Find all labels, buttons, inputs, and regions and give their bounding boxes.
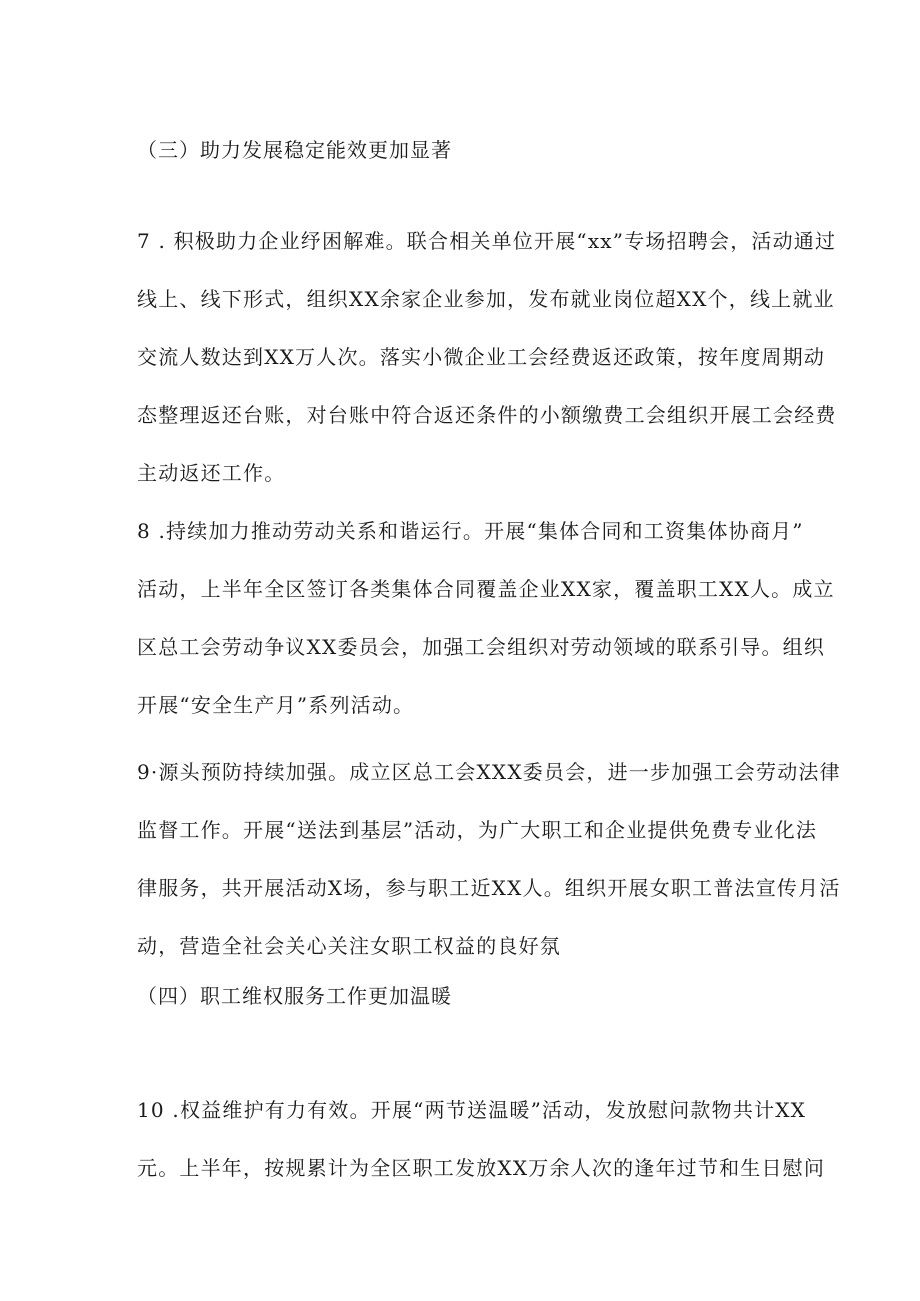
paragraph-line: 态整理返还台账，对台账中符合返还条件的小额缴费工会组织开展工会经费 <box>137 403 837 427</box>
paragraph-line: 区总工会劳动争议XX委员会，加强工会组织对劳动领域的联系引导。组织 <box>137 635 826 659</box>
paragraph-line: 9·源头预防持续加强。成立区总工会XXX委员会，进一步加强工会劳动法律 <box>137 760 841 784</box>
paragraph-line: 活动，上半年全区签订各类集体合同覆盖企业XX家，覆盖职工XX人。成立 <box>137 577 835 601</box>
paragraph-line: 交流人数达到XX万人次。落实小微企业工会经费返还政策，按年度周期动 <box>137 345 826 369</box>
paragraph-item-9 <box>137 743 841 975</box>
paragraph-item-10 <box>137 1081 826 1197</box>
section-heading-4: （四）职工维权服务工作更加温暖 <box>137 984 452 1008</box>
paragraph-line: 10 .权益维护有力有效。开展“两节送温暖”活动，发放慰问款物共计XX <box>137 1098 807 1122</box>
paragraph-line: 7 . 积极助力企业纾困解难。联合相关单位开展“xx”专场招聘会，活动通过 <box>137 229 837 253</box>
paragraph-line: 线上、线下形式，组织XX余家企业参加，发布就业岗位超XX个，线上就业 <box>137 287 835 311</box>
paragraph-line: 元。上半年，按规累计为全区职工发放XX万余人次的逢年过节和生日慰问 <box>137 1156 826 1180</box>
paragraph-item-7 <box>137 212 837 502</box>
paragraph-line: 动，营造全社会关心关注女职工权益的良好氛 <box>137 934 561 958</box>
paragraph-line: 主动返还工作。 <box>137 461 286 485</box>
paragraph-line: 8 .持续加力推动劳动关系和谐运行。开展“集体合同和工资集体协商月” <box>137 519 804 543</box>
section-heading-3: （三）助力发展稳定能效更加显著 <box>137 138 452 162</box>
paragraph-line: 律服务，共开展活动X场，参与职工近XX人。组织开展女职工普法宣传月活 <box>137 876 841 900</box>
paragraph-item-8 <box>137 502 835 734</box>
paragraph-line: 监督工作。开展“送法到基层”活动，为广大职工和企业提供免费专业化法 <box>137 818 818 842</box>
paragraph-line: 开展“安全生产月”系列活动。 <box>137 693 415 717</box>
